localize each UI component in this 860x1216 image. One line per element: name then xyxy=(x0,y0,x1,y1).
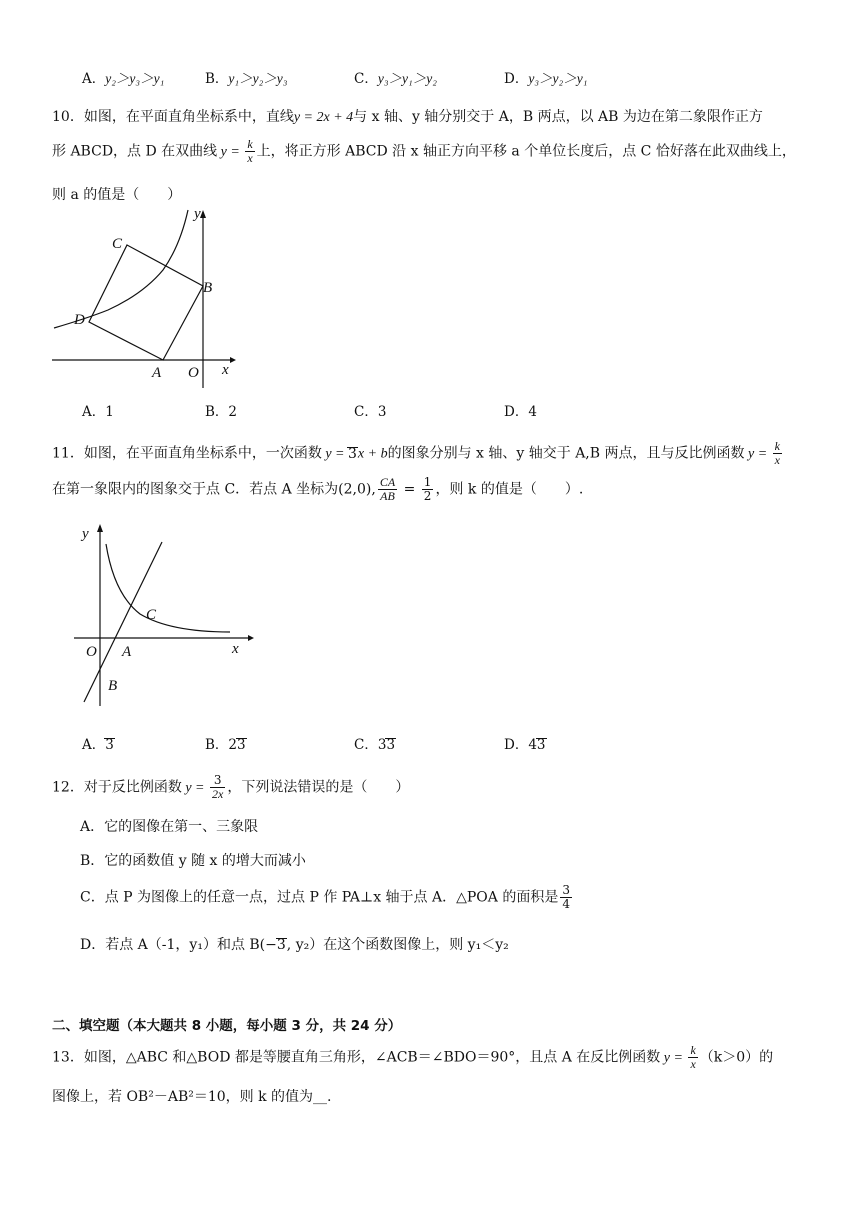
q10-figure xyxy=(48,200,238,390)
q13-fraction: $\frac{k}{x}$ xyxy=(690,1043,696,1071)
q11-label-o: O xyxy=(86,644,97,660)
q11-line1: 11．如图，在平面直角坐标系中，一次函数 y = 3x + b的图象分别与 x 轴、y 轴交于 A,B 两点，且与反比例函数 y = $\frac{k}{x}$ xyxy=(52,439,780,467)
q11-label-b: B xyxy=(108,678,118,694)
q11-y-arrow xyxy=(97,524,103,532)
q10-option-d: D．4 xyxy=(504,404,537,420)
q10-x-arrow xyxy=(230,357,236,363)
q10-label-x: x xyxy=(222,362,229,378)
q12-option-b: B．它的函数值 y 随 x 的增大而减小 xyxy=(80,853,306,869)
q9-option-c: C．y₃＞y₁＞y₂ xyxy=(354,71,437,87)
q11-x-arrow xyxy=(248,635,254,641)
q10-label-o: O xyxy=(188,365,199,381)
q10-label-a: A xyxy=(152,365,162,381)
q10-label-d: D xyxy=(74,312,85,328)
q10-line1: 10．如图，在平面直角坐标系中，直线y = 2x + 4与 x 轴、y 轴分别交于 A，B 两点，以 AB 为边在第二象限作正方 xyxy=(52,109,763,125)
q12-option-a: A．它的图像在第一、三象限 xyxy=(80,819,259,835)
q13-line1: 13．如图，△ABC 和△BOD 都是等腰直角三角形，∠ACB＝∠BDO＝90°，且点 A 在反比例函数 y = $\frac{k}{x}$ （k＞0）的 xyxy=(52,1043,774,1071)
q10-fraction: $\frac{k}{x}$ xyxy=(247,137,253,165)
q10-line2: 形 ABCD，点 D 在双曲线 y = $\frac{k}{x}$ 上，将正方形 ABCD 沿 x 轴正方向平移 a 个单位长度后，点 C 恰好落在此双曲线上， xyxy=(52,137,796,165)
q12-fraction: $\frac{3}{2x}$ xyxy=(212,773,224,801)
q9-option-a: A．y₂＞y₃＞y₁ xyxy=(82,71,165,87)
q11-label-c: C xyxy=(146,607,157,623)
q10-option-b: B．2 xyxy=(205,404,238,420)
q11-option-a: A．3 xyxy=(82,737,114,753)
q10-hyperbola xyxy=(54,210,188,328)
q11-figure xyxy=(70,514,260,714)
q11-fraction-ca-ab: $\frac{CA}{AB}$ xyxy=(379,475,396,503)
q9-option-d: D．y₃＞y₂＞y₁ xyxy=(504,71,588,87)
q11-label-y: y xyxy=(82,526,89,542)
q11-option-b: B．23 xyxy=(205,737,246,753)
q10-label-y: y xyxy=(194,206,201,222)
q11-line2: 在第一象限内的图象交于点 C．若点 A 坐标为(2,0), $\frac{CA}{AB}$ = $\frac{1}{2}$ ，则 k 的值是（ ）. xyxy=(52,475,584,503)
q10-line3: 则 a 的值是（ ） xyxy=(52,187,182,203)
q9-option-b: B．y₁＞y₂＞y₃ xyxy=(205,71,288,87)
q11-option-c: C．33 xyxy=(354,737,396,753)
q11-fraction-half: $\frac{1}{2}$ xyxy=(423,475,432,503)
q11-fraction-k: $\frac{k}{x}$ xyxy=(774,439,780,467)
q10-label-b: B xyxy=(203,280,213,296)
q10-option-c: C．3 xyxy=(354,404,387,420)
q12-option-d: D．若点 A（-1，y₁）和点 B(−3, y₂）在这个函数图像上，则 y₁＜y₂ xyxy=(80,937,509,953)
q10-y-arrow xyxy=(200,210,206,218)
q11-option-d: D．43 xyxy=(504,737,546,753)
q11-label-x: x xyxy=(232,641,239,657)
q11-label-a: A xyxy=(122,644,132,660)
section-title-fill-in: 二、填空题（本大题共 8 小题，每小题 3 分，共 24 分） xyxy=(52,1018,402,1034)
q13-line2: 图像上，若 OB²－AB²＝10，则 k 的值为__. xyxy=(52,1089,332,1105)
q12-option-c-fraction: $\frac{3}{4}$ xyxy=(562,883,570,911)
q10-option-a: A．1 xyxy=(82,404,114,420)
q10-label-c: C xyxy=(112,236,123,252)
q12-stem: 12．对于反比例函数 y = $\frac{3}{2x}$ ，下列说法错误的是（ ） xyxy=(52,773,410,801)
q10-square xyxy=(89,245,203,360)
q12-option-c: C．点 P 为图像上的任意一点，过点 P 作 PA⊥x 轴于点 A．△POA 的面积是 $\frac{3}{4}$ xyxy=(80,883,570,911)
